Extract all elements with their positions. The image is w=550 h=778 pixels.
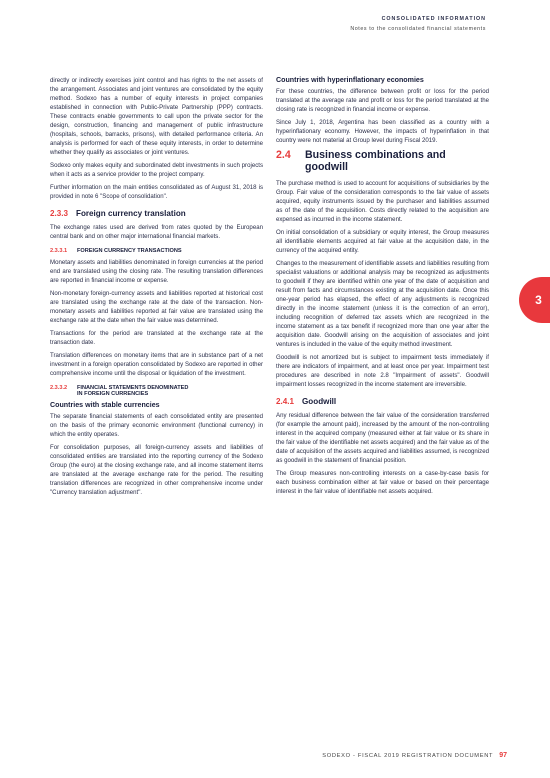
page-footer	[322, 752, 507, 759]
paragraph: directly or indirectly exercises joint control and has rights to the net assets of the arrangement. Associates and joint ventures are consolidated by the equity method. Sodexo has a number of equity interests in project companies established in connection with Public-Private Partnership (PPP) contracts. These contracts enable governments to call upon the private sector for the design, construction, financing and management of public infrastructure (hospitals, schools, barracks, prisons), with detailed performance criteria. An analysis is performed for each of these equity interests, in order to determine whether they qualify as associates or joint ventures.	[50, 77, 263, 156]
paragraph: On initial consolidation of a subsidiary or equity interest, the Group measures all identifiable elements acquired at fair value at the acquisition date, in the currency of the acquired entity.	[276, 229, 489, 254]
section-heading-2-3-3-2	[50, 385, 263, 397]
chapter-number: 3	[535, 293, 542, 307]
paragraph: Since July 1, 2018, Argentina has been classified as a country with a hyperinflationary economy. However, the impacts of hyperinflation in that country were not material at Group level during Fiscal 2019.	[276, 119, 489, 144]
right-column	[276, 76, 489, 500]
section-heading-2-3-3-1	[50, 248, 263, 254]
paragraph: For consolidation purposes, all foreign-currency assets and liabilities of consolidated entities are translated into the reporting currency of the Sodexo Group (the euro) at the closing exchange rate, and all income statement items are translated at the average exchange rate for the period. The resulting translation differences are recognized in other comprehensive income under "Currency translation adjustment".	[50, 444, 263, 496]
section-heading-2-4-1	[276, 397, 489, 406]
section-heading-2-3-3	[50, 209, 263, 218]
header-title: CONSOLIDATED INFORMATION	[381, 16, 486, 22]
paragraph: Changes to the measurement of identifiable assets and liabilities resulting from specialist valuations or additional analysis may be recognized as adjustments to goodwill if they are identified within one year of the date of acquisition and result from facts and circumstances existing at the acquisition date. Once this one-year period has elapsed, the effect of any adjustments is recognized directly in the income statement (unless it is the correction of an error), including recognition of deferred tax assets which are recognized in the income statement as a tax benefit if recognized more than one year after the acquisition date. Goodwill arising on the acquisition of associates and joint ventures is included in the value of the equity method investment.	[276, 260, 489, 348]
paragraph: Translation differences on monetary items that are in substance part of a net investment in a foreign operation consolidated by Sodexo are reported in other comprehensive income until the disposal or liquidation of the investment.	[50, 352, 263, 377]
paragraph: The exchange rates used are derived from rates quoted by the European central bank and on other major international financial markets.	[50, 224, 263, 240]
page-number: 97	[499, 752, 507, 759]
paragraph: Sodexo only makes equity and subordinated debt investments in such projects when it acts as a service provider to the project company.	[50, 162, 263, 178]
subheading-hyperinflationary: Countries with hyperinflationary economies	[276, 76, 424, 84]
paragraph: Further information on the main entities consolidated as of August 31, 2018 is provided in note 6 "Scope of consolidation".	[50, 184, 263, 200]
header-subtitle: Notes to the consolidated financial statements	[350, 26, 486, 32]
section-title-line-1: FINANCIAL STATEMENTS DENOMINATED	[77, 385, 189, 391]
chapter-tab[interactable]	[519, 277, 550, 323]
paragraph: Any residual difference between the fair value of the consideration transferred (for example the amount paid), increased by the amount of the non-controlling interest in the acquired company (measured either at fair value or its share in the fair value of the identifiable net assets acquired) and the fair value as of the date of acquisition of the assets acquired and liabilities assumed, is recognized as goodwill in the statement of financial position.	[276, 412, 489, 464]
section-number: 2.4	[276, 149, 291, 161]
section-number: 2.4.1	[276, 397, 295, 406]
paragraph: Non-monetary foreign-currency assets and liabilities reported at historical cost are translated using the exchange rate at the date of the transaction. Non-monetary assets and liabilities reported at fair value are translated using the exchange rate at the date when the fair value was determined.	[50, 290, 263, 324]
section-heading-2-4	[276, 150, 489, 173]
section-title-line-2: IN FOREIGN CURRENCIES	[77, 391, 149, 397]
section-number: 2.3.3.1	[50, 248, 68, 254]
paragraph: The purchase method is used to account for acquisitions of subsidiaries by the Group. Fair value of the consideration corresponds to the fair value of assets acquired, equity instruments issued by the purchaser and liabilities assumed as of the date of the acquisition. Costs directly related to the acquisition are expensed as incurred in the income statement.	[276, 180, 489, 223]
section-title: Business combinations and goodwill	[305, 149, 446, 173]
paragraph: For these countries, the difference between profit or loss for the period translated at the average rate and profit or loss for the period translated at the closing rate is recognized in financial income or expense.	[276, 88, 489, 113]
footer-document-title: SODEXO - FISCAL 2019 REGISTRATION DOCUMENT	[322, 753, 494, 759]
paragraph: Transactions for the period are translated at the exchange rate at the transaction date.	[50, 330, 263, 346]
section-title: Goodwill	[302, 397, 337, 406]
paragraph: Goodwill is not amortized but is subject to impairment tests immediately if there are indicators of impairment, and at least once per year. Impairment test procedures are described in note 2.8 "Impairment of assets". Goodwill impairment losses recognized in the income statement are irreversible.	[276, 354, 489, 388]
section-number: 2.3.3	[50, 209, 69, 218]
section-title: FOREIGN CURRENCY TRANSACTIONS	[77, 248, 182, 254]
paragraph: The separate financial statements of each consolidated entity are presented on the basis of the primary economic environment (functional currency) in which the entity operates.	[50, 413, 263, 438]
paragraph: Monetary assets and liabilities denominated in foreign currencies at the period end are translated using the closing rate. The resulting translation differences are reported in financial income or expense.	[50, 259, 263, 284]
section-title: Foreign currency translation	[76, 209, 186, 218]
left-column	[50, 76, 263, 501]
paragraph: The Group measures non-controlling interests on a case-by-case basis for each business combination either at fair value or based on their percentage interest in the fair value of identifiable net assets acquired.	[276, 470, 489, 495]
section-number: 2.3.3.2	[50, 385, 68, 391]
subheading-stable-currencies: Countries with stable currencies	[50, 401, 160, 409]
section-title	[77, 385, 188, 397]
